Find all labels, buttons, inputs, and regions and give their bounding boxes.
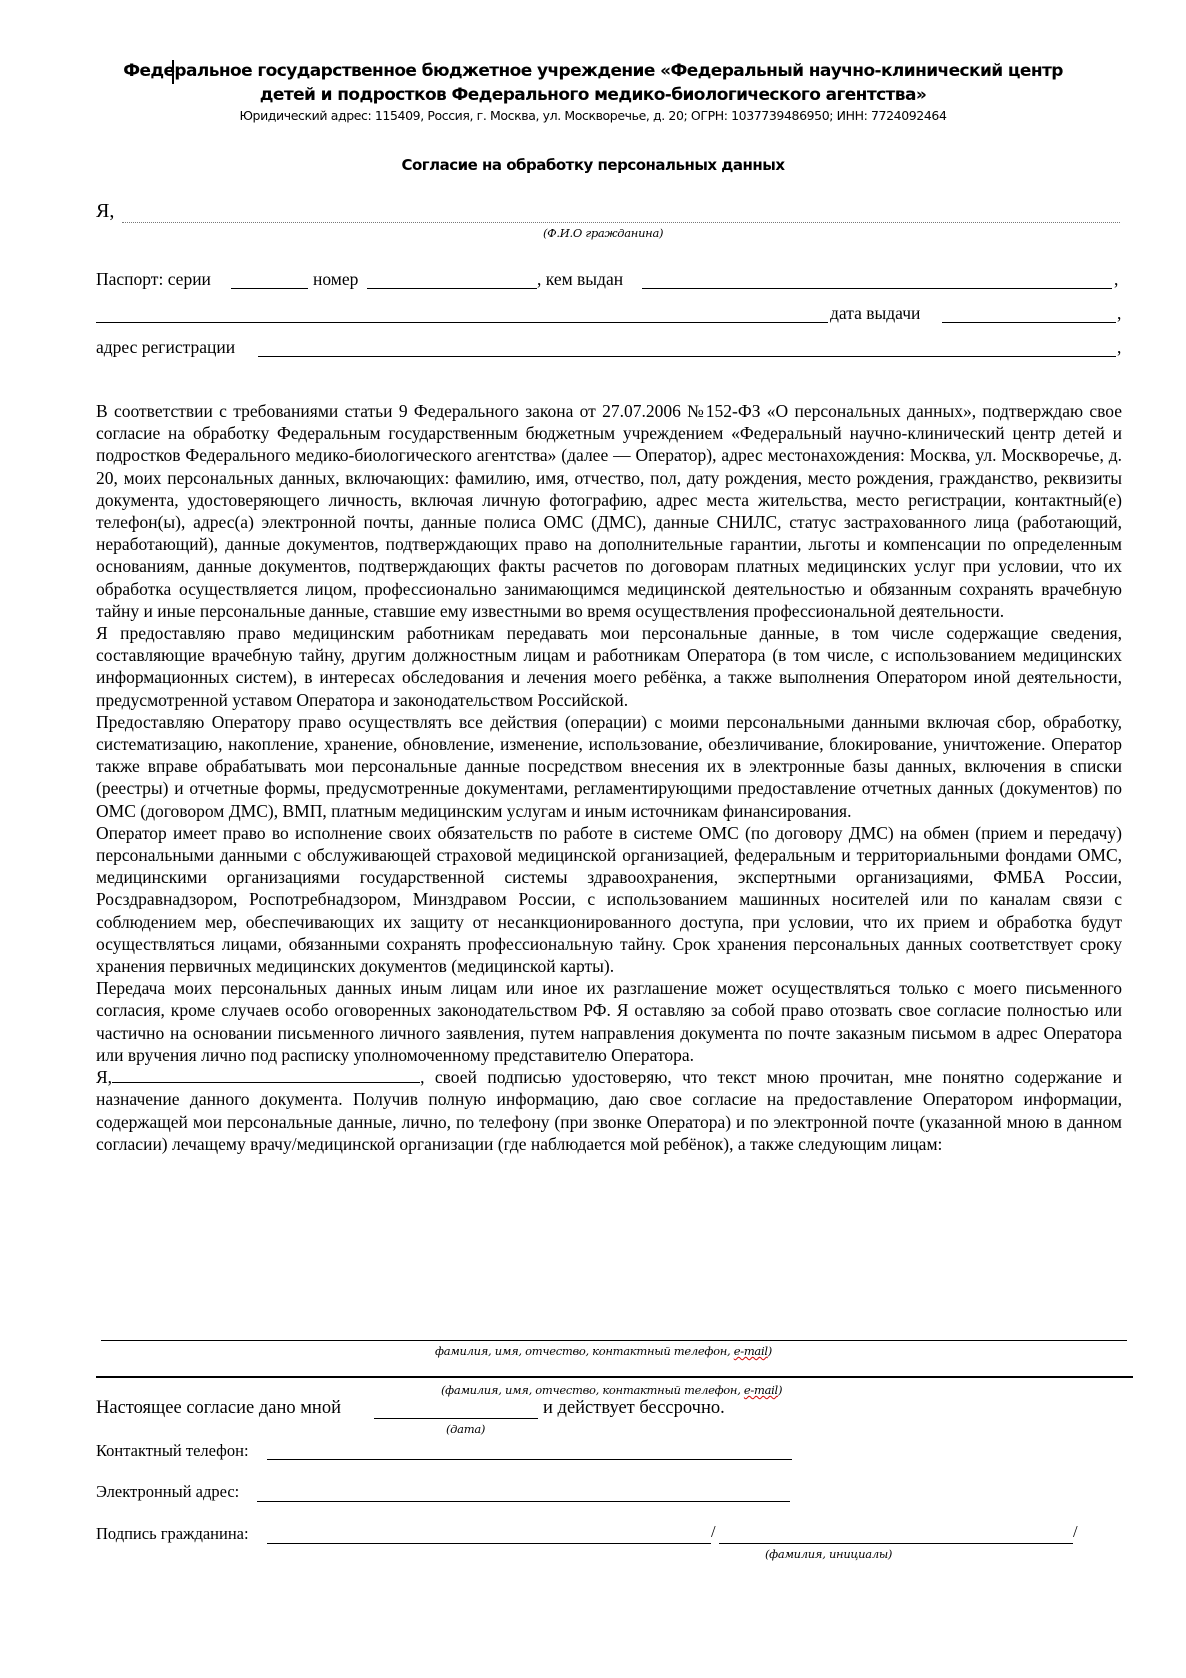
paragraph-disclosure: Передача моих персональных данных иным лицам или иное их разглашение может осуществляться только с моего письменного согласия, кроме случаев особо оговоренных законодательством РФ. Я оставляю за собой право отозвать свое согласие полностью или частично на основании письменного личного заявления, путем направления документа по почте заказным письмом в адрес Оператора или вручения лично под расписку уполномоченному представителю Оператора.: [96, 978, 1122, 1065]
surname-initials-field[interactable]: [719, 1543, 1073, 1544]
paragraph-transfer-right: Я предоставляю право медицинским работникам передавать мои персональные данные, в том числе содержащие сведения, составляющие врачебную тайну, другим должностным лицам и работникам Оператора (в том числе, с использованием медицинских информационных систем), в интересах обследования и лечения моего ребёнка, а также выполнения Оператором иной деятельности, предусмотренной уставом Оператора и законодательством Российской.: [96, 623, 1122, 710]
passport-number-field[interactable]: [367, 288, 537, 289]
validity-label: Настоящее согласие дано мной: [96, 1398, 341, 1418]
paragraph-operations: Предоставляю Оператору право осуществлять все действия (операции) с моими персональными данными включая сбор, обработку, систематизацию, накопление, хранение, обновление, изменение, использование, обезличивание, блокирование, уничтожение. Оператор также вправе обрабатывать мои персональные данные посредством внесения их в электронные базы данных, включения в списки (реестры) и отчетные формы, предусмотренные документами, регламентирующими предоставление отчетных данных (документов) по ОМС (договором ДМС), ВМП, платным медицинским услугам и иным источникам финансирования.: [96, 711, 1122, 821]
person-1-field[interactable]: [101, 1340, 1127, 1341]
consent-body: [96, 400, 1122, 1155]
confirmation-prefix: Я,: [96, 1067, 113, 1088]
email-field[interactable]: [257, 1501, 790, 1502]
org-name-line1: Федеральное государственное бюджетное учреждение «Федеральный научно-клинический центр: [123, 61, 1063, 81]
issued-by-label: , кем выдан: [537, 269, 624, 289]
legal-address: Юридический адрес: 115409, Россия, г. Москва, ул. Москворечье, д. 20; ОГРН: 1037739486950; ИНН: 7724092464: [239, 108, 947, 123]
passport-number-label: номер: [313, 269, 359, 289]
slash: /: [1073, 1522, 1078, 1541]
validity-suffix: и действует бессрочно.: [543, 1398, 725, 1418]
phone-label: Контактный телефон:: [96, 1441, 249, 1460]
i-label: Я,: [96, 200, 115, 222]
person-1-caption: фамилия, имя, отчество, контактный телефон, e-mail): [435, 1344, 772, 1358]
comma: ,: [1114, 269, 1119, 289]
slash: /: [711, 1522, 716, 1541]
registration-label: адрес регистрации: [96, 337, 236, 357]
signature-label: Подпись гражданина:: [96, 1524, 249, 1543]
email-label: Электронный адрес:: [96, 1482, 240, 1501]
registration-field[interactable]: [258, 356, 1116, 357]
issue-date-field[interactable]: [942, 322, 1116, 323]
paragraph-oms-exchange: Оператор имеет право во исполнение своих обязательств по работе в системе ОМС (по договору ДМС) на обмен (прием и передачу) персональными данными с обслуживающей страховой медицинской организацией, федеральным и территориальными фондами ОМС, медицинскими организациями государственной системы здравоохранения, экспертными организациями, ФМБА России, Росздравнадзором, Роспотребнадзором, Минздравом России, с использованием машинных носителей или по каналам связи с соблюдением мер, обеспечивающих их защиту от несанкционированного доступа, при условии, что их прием и обработка будут осуществляться лицами, обязанными сохранять профессиональную тайну. Срок хранения персональных данных соответствует сроку хранения первичных медицинских документов (медицинской карты).: [96, 822, 1122, 977]
consent-date-field[interactable]: [374, 1418, 538, 1419]
issued-by-field[interactable]: [642, 288, 1112, 289]
confirmation-text: , своей подписью удостоверяю, что текст мною прочитан, мне понятно содержание и назначение данного документа. Получив полную информацию, даю свое согласие на предоставление Оператором информации, содержащей мои персональные данные, лично, по телефону (при звонке Оператора) и по электронной почте (указанной мною в данном согласии) лечащему врачу/медицинской организации (где наблюдается мой ребёнок), а также следующим лицам:: [96, 1067, 1122, 1154]
passport-series-label: Паспорт: серии: [96, 269, 211, 289]
person-2-field[interactable]: [96, 1376, 1133, 1378]
confirmation-name-field[interactable]: [112, 1066, 420, 1083]
paragraph-confirmation: [96, 1066, 1122, 1155]
person-2-caption: (фамилия, имя, отчество, контактный телефон, e-mail): [441, 1383, 783, 1397]
date-caption: (дата): [446, 1422, 486, 1436]
org-name-line2: детей и подростков Федерального медико-биологического агентства»: [259, 85, 927, 105]
issue-date-label: дата выдачи: [830, 303, 921, 323]
fio-field[interactable]: [122, 222, 1120, 223]
passport-series-field[interactable]: [231, 288, 308, 289]
surname-caption: (фамилия, инициалы): [765, 1547, 893, 1561]
fio-caption: (Ф.И.О гражданина): [543, 226, 664, 240]
comma: ,: [1117, 303, 1122, 323]
signature-field[interactable]: [267, 1543, 711, 1544]
comma: ,: [1117, 337, 1122, 357]
document-title: Согласие на обработку персональных данных: [401, 156, 785, 174]
paragraph-legal-basis: В соответствии с требованиями статьи 9 Федерального закона от 27.07.2006 №152-ФЗ «О персональных данных», подтверждаю свое согласие на обработку Федеральным государственным бюджетным учреждением «Федеральный научно-клинический центр детей и подростков Федерального медико-биологического агентства» (далее — Оператор), адрес местонахождения: Москва, ул. Москворечье, д. 20, моих персональных данных, включающих: фамилию, имя, отчество, пол, дату рождения, место рождения, гражданство, реквизиты документа, удостоверяющего личность, включая личную фотографию, адрес места жительства, место регистрации, контактный(е) телефон(ы), адрес(а) электронной почты, данные полиса ОМС (ДМС), данные СНИЛС, статус застрахованного лица (работающий, неработающий), данные документов, подтверждающих право на дополнительные гарантии, льготы и компенсации по определенным основаниям, данные документов, подтверждающих факты расчетов по договорам платных медицинских услуг при условии, что их обработка осуществляется лицом, профессионально занимающимся медицинской деятельностью и обязанным сохранять врачебную тайну и иные персональные данные, ставшие ему известными во время осуществления профессиональной деятельности.: [96, 401, 1122, 621]
phone-field[interactable]: [267, 1459, 792, 1460]
issued-by-continued-field[interactable]: [96, 322, 828, 323]
